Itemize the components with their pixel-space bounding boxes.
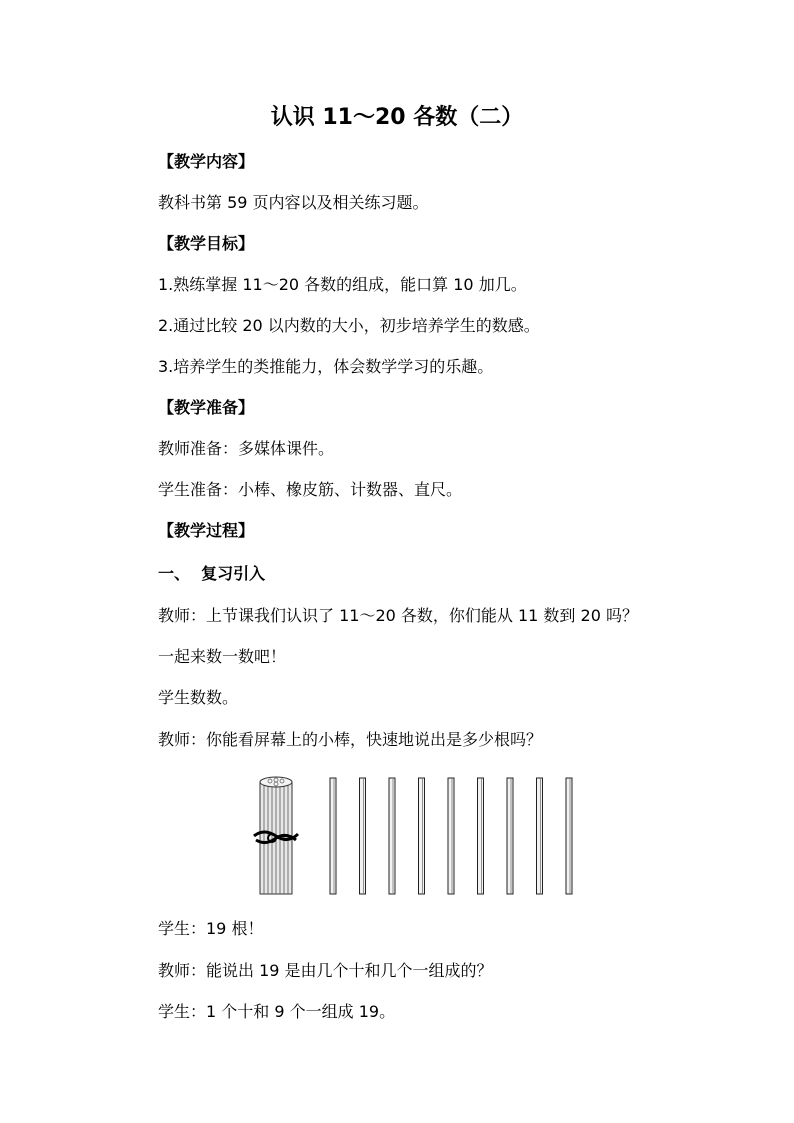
single-stick <box>330 778 336 894</box>
single-stick <box>419 778 425 894</box>
paragraph: 学生数数。 <box>158 688 239 707</box>
single-stick <box>360 778 366 894</box>
paragraph: 学生准备：小棒、橡皮筋、计数器、直尺。 <box>158 480 463 499</box>
paragraph: 学生：19 根！ <box>158 919 264 938</box>
heading-preparation: 【教学准备】 <box>158 398 255 417</box>
heading-process: 【教学过程】 <box>158 521 255 540</box>
sticks-illustration <box>248 774 588 896</box>
paragraph: 3.培养学生的类推能力，体会数学学习的乐趣。 <box>158 357 494 376</box>
heading-content: 【教学内容】 <box>158 152 255 171</box>
heading-objectives: 【教学目标】 <box>158 234 255 253</box>
section-review: 一、 复习引入 <box>158 564 266 583</box>
single-stick <box>448 778 454 894</box>
single-stick <box>478 778 484 894</box>
stick-bundle <box>254 777 298 894</box>
paragraph: 2.通过比较 20 以内数的大小，初步培养学生的数感。 <box>158 316 540 335</box>
paragraph: 一起来数一数吧！ <box>158 647 287 666</box>
paragraph: 教师：上节课我们认识了 11～20 各数，你们能从 11 数到 20 吗？ <box>158 606 638 625</box>
single-stick <box>507 778 513 894</box>
paragraph: 教科书第 59 页内容以及相关练习题。 <box>158 193 429 212</box>
single-stick <box>566 778 572 894</box>
paragraph: 教师：你能看屏幕上的小棒，快速地说出是多少根吗？ <box>158 730 543 749</box>
document-title: 认识 11～20 各数（二） <box>270 105 524 130</box>
single-stick <box>389 778 395 894</box>
single-sticks <box>330 778 572 894</box>
single-stick <box>537 778 543 894</box>
paragraph: 教师准备：多媒体课件。 <box>158 439 335 458</box>
paragraph: 教师：能说出 19 是由几个十和几个一组成的？ <box>158 961 493 980</box>
paragraph: 1.熟练掌握 11～20 各数的组成，能口算 10 加几。 <box>158 275 527 294</box>
paragraph: 学生：1 个十和 9 个一组成 19。 <box>158 1002 396 1021</box>
